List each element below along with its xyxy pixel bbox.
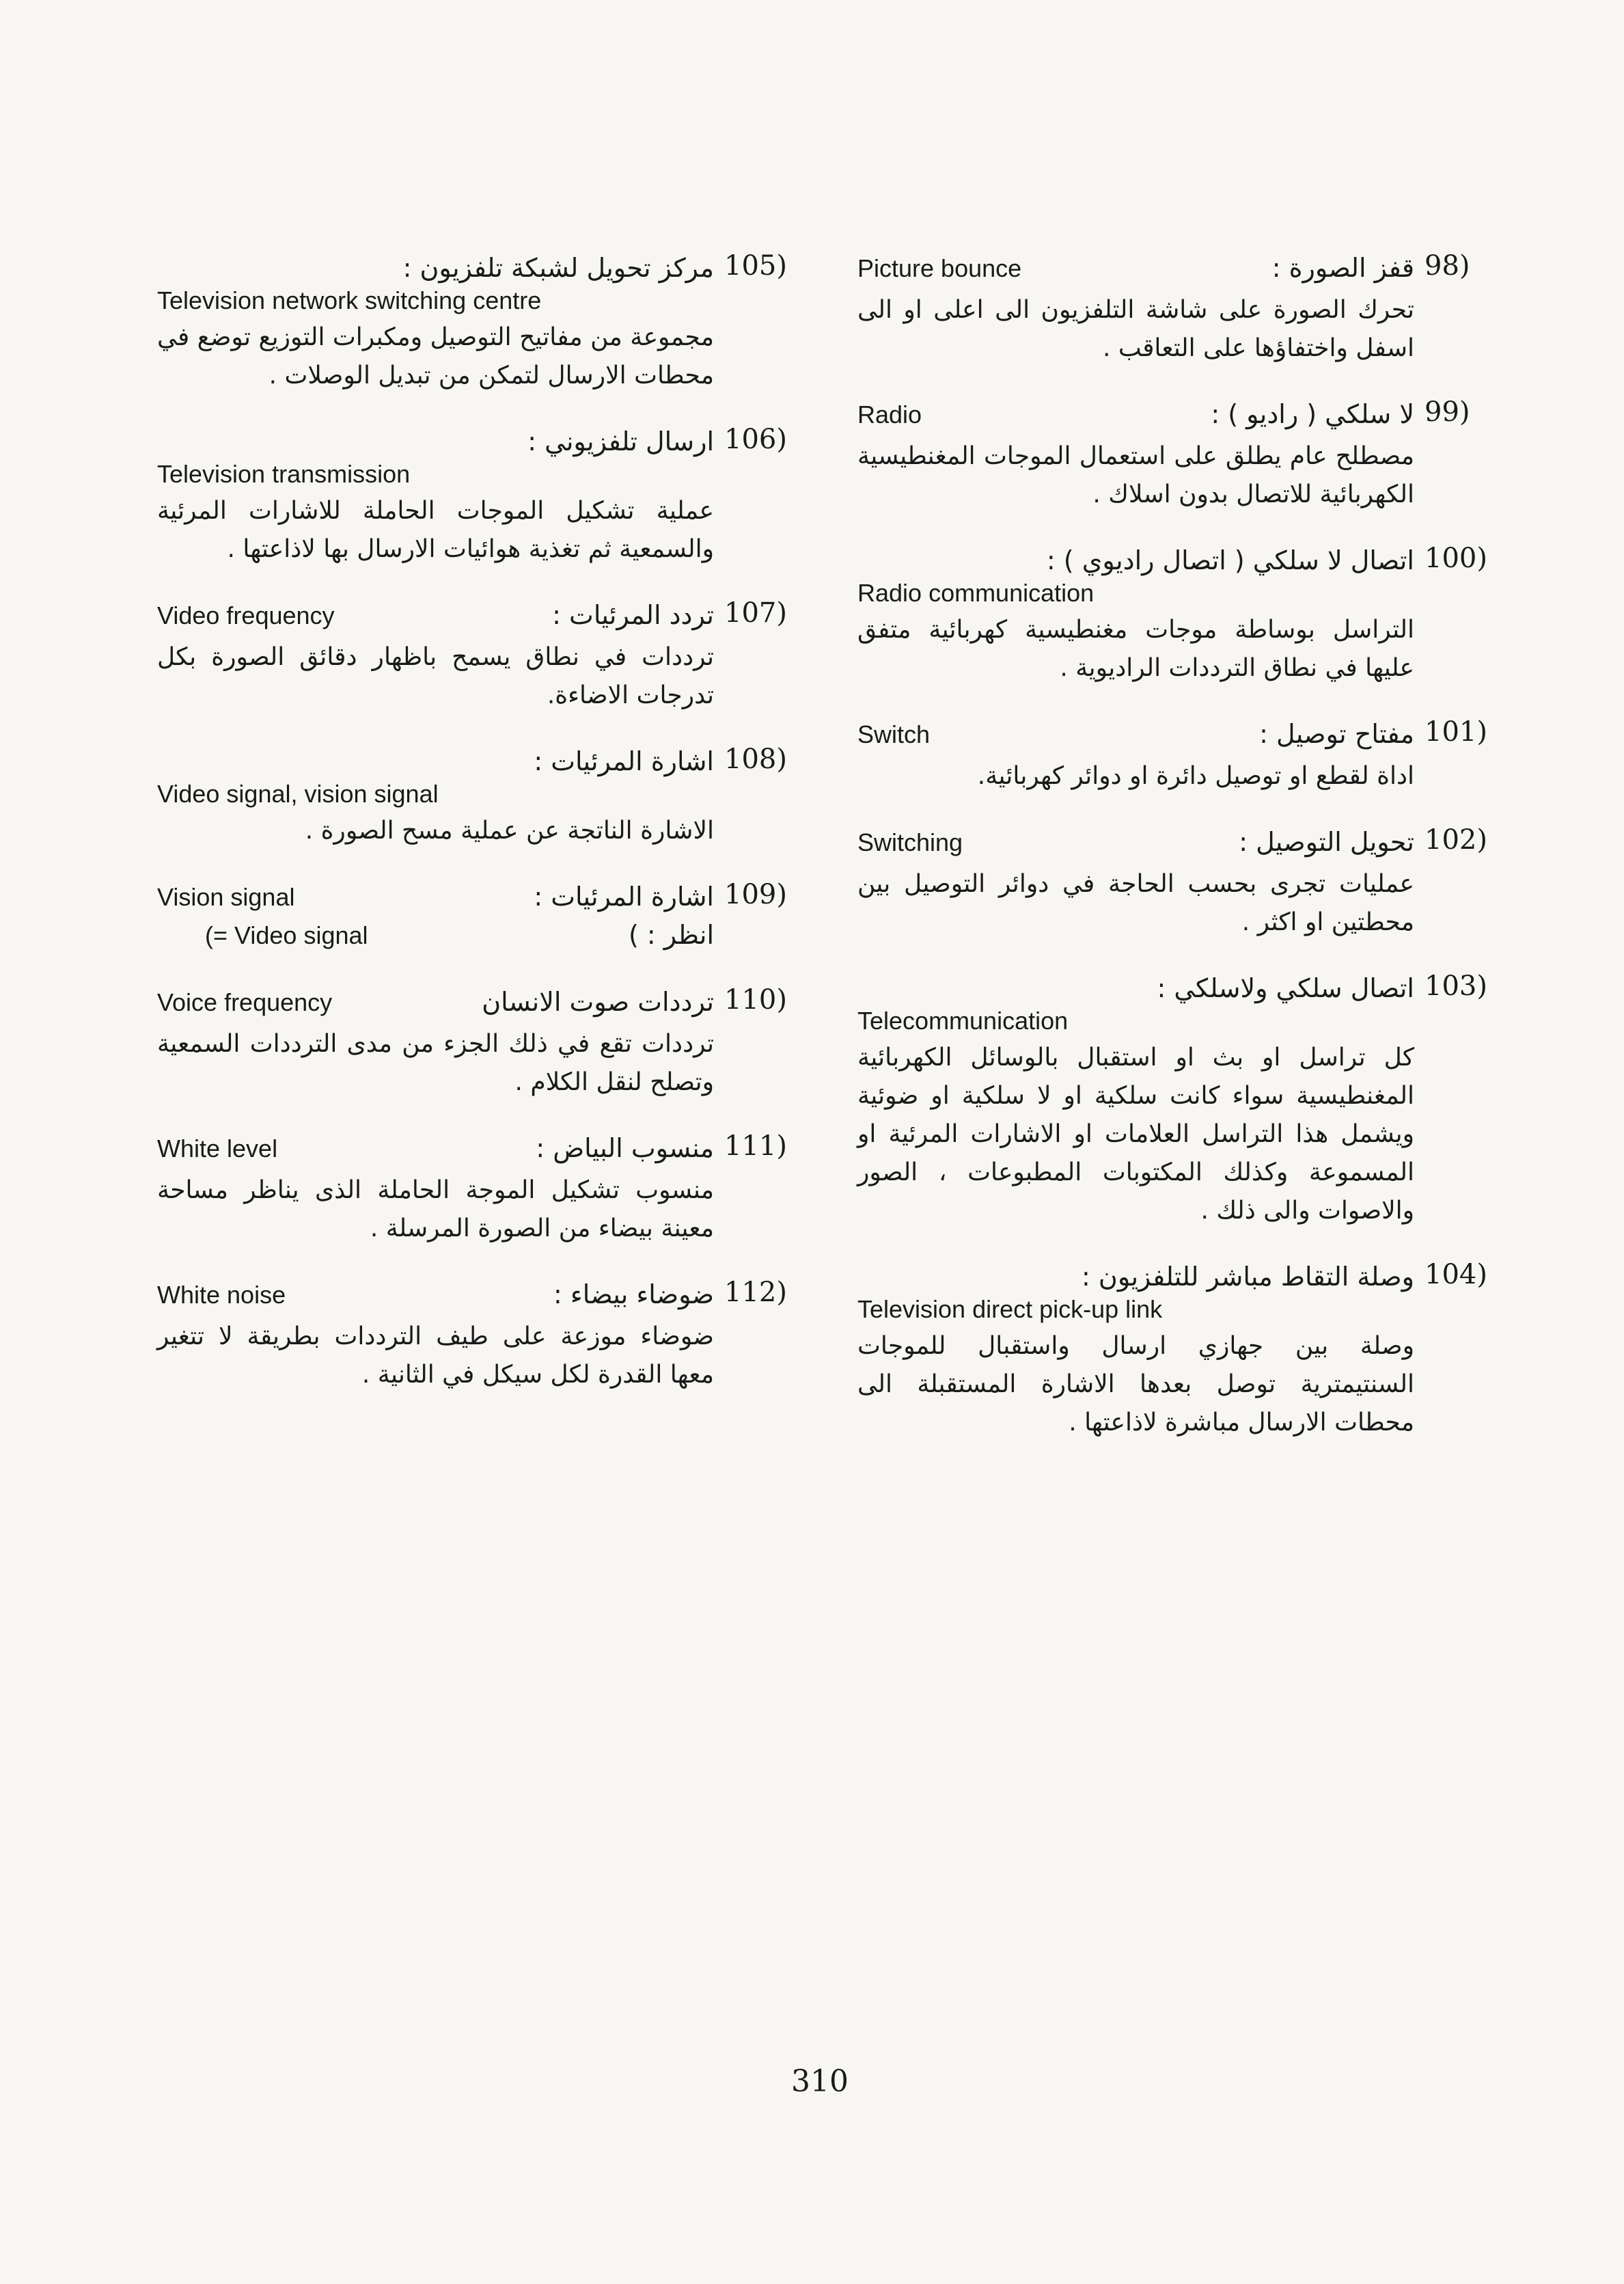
entry-102: [857, 824, 1500, 942]
definition: التراسل بوساطة موجات مغنطيسية كهربائية متفق عليها في نطاق الترددات الراديوية .: [857, 616, 1414, 682]
definition: اداة لقطع او توصيل دائرة او دوائر كهربائية.: [977, 762, 1414, 790]
page-number: 310: [791, 2064, 849, 2099]
entry-number: 112): [724, 1277, 787, 1308]
entry-heading: [157, 882, 714, 920]
definition: ترددات في نطاق يسمح باظهار دقائق الصورة بكل تدرجات الاضاءة.: [157, 643, 714, 709]
entry-number: 106): [724, 424, 787, 455]
english-term: Radio communication: [857, 579, 1095, 607]
english-term: Television transmission: [157, 460, 411, 488]
english-term: White level: [157, 1134, 278, 1163]
arabic-term: لا سلكي ( راديو ) :: [1211, 399, 1414, 429]
english-term: Vision signal: [157, 883, 295, 911]
english-term: Voice frequency: [157, 988, 333, 1016]
english-term: Radio: [857, 400, 922, 429]
entry-number: 100): [1425, 543, 1487, 574]
definition: ضوضاء موزعة على طيف الترددات بطريقة لا تتغير معها القدرة لكل سيكل في الثانية .: [157, 1322, 714, 1389]
entry-heading: [857, 827, 1414, 865]
entry-112: [157, 1279, 799, 1394]
entry-100: [857, 545, 1500, 688]
english-term: Video frequency: [157, 601, 335, 629]
entry-104: [857, 1259, 1500, 1442]
english-term: Video signal, vision signal: [157, 780, 439, 808]
english-term: Switching: [857, 828, 963, 856]
definition: كل تراسل او بث او استقبال بالوسائل الكهربائية المغنطيسية سواء كانت سلكية او لا سلكية او ضوئية ويشمل هذا التراسل العلامات او الاشارات المرئية او المسموعة وكذلك المكتوبات المطبوعات ، الصور والاصوات والى ذلك .: [857, 1044, 1414, 1225]
english-term: Television direct pick-up link: [857, 1295, 1163, 1323]
entry-110: [157, 984, 799, 1102]
left-column: [157, 250, 799, 1426]
definition: عملية تشكيل الموجات الحاملة للاشارات المرئية والسمعية ثم تغذية هوائيات الارسال بها لاذاعتها .: [157, 497, 714, 563]
cross-reference-arabic: انظر : ): [628, 920, 714, 950]
definition: ترددات تقع في ذلك الجزء من مدى الترددات السمعية وتصلح لنقل الكلام .: [157, 1030, 714, 1096]
entry-number: 99): [1425, 396, 1470, 428]
arabic-term: اشارة المرئيات :: [534, 746, 714, 776]
entry-106: [157, 426, 799, 569]
arabic-term: ضوضاء بيضاء :: [553, 1279, 714, 1309]
arabic-term: منسوب البياض :: [536, 1133, 714, 1163]
entry-number: 98): [1425, 250, 1470, 282]
definition: وصلة بين جهازي ارسال واستقبال للموجات السنتيمترية توصل بعدها الاشارة المستقبلة الى محطات الارسال مباشرة لاذاعتها .: [857, 1332, 1414, 1437]
definition: الاشارة الناتجة عن عملية مسح الصورة .: [305, 817, 714, 845]
entry-heading: [157, 600, 714, 638]
definition: مجموعة من مفاتيح التوصيل ومكبرات التوزيع توضع في محطات الارسال لتمكن من تبديل الوصلات .: [157, 323, 714, 390]
arabic-term: تردد المرئيات :: [552, 600, 714, 630]
entry-heading: [157, 987, 714, 1025]
english-term: White noise: [157, 1281, 286, 1309]
entry-108: [157, 746, 799, 850]
entry-107: [157, 597, 799, 715]
entry-heading: [157, 1279, 714, 1318]
entry-heading: [857, 253, 1414, 291]
entry-number: 108): [724, 744, 787, 775]
arabic-term: ترددات صوت الانسان: [482, 987, 714, 1017]
entry-number: 107): [724, 597, 787, 629]
cross-reference-english: (= Video signal: [205, 921, 368, 949]
arabic-term: ارسال تلفزيوني :: [527, 426, 714, 457]
arabic-term: مفتاح توصيل :: [1259, 719, 1414, 749]
entry-number: 101): [1425, 716, 1487, 748]
english-term: Television network switching centre: [157, 286, 542, 314]
entry-number: 110): [724, 984, 787, 1016]
arabic-term: اتصال لا سلكي ( اتصال راديوي ) :: [1046, 545, 1414, 575]
entry-101: [857, 716, 1500, 796]
entry-heading: [857, 719, 1414, 757]
entry-heading: [157, 1133, 714, 1171]
entry-number: 104): [1425, 1259, 1487, 1290]
entry-number: 109): [724, 879, 787, 910]
cross-reference: [157, 920, 714, 955]
arabic-term: وصلة التقاط مباشر للتلفزيون :: [1082, 1262, 1414, 1292]
entry-number: 103): [1425, 970, 1487, 1002]
english-term: Telecommunication: [857, 1007, 1069, 1035]
entry-99: [857, 396, 1500, 514]
definition: عمليات تجرى بحسب الحاجة في دوائر التوصيل بين محطتين او اكثر .: [857, 870, 1414, 936]
entry-number: 102): [1425, 824, 1487, 856]
english-term: Picture bounce: [857, 254, 1022, 282]
entry-heading: [857, 399, 1414, 437]
arabic-term: اشارة المرئيات :: [534, 882, 714, 912]
entry-number: 111): [724, 1130, 787, 1162]
arabic-term: تحويل التوصيل :: [1239, 827, 1414, 857]
right-column: [857, 250, 1500, 1473]
entry-98: [857, 250, 1500, 368]
entry-103: [857, 970, 1500, 1230]
entry-109: [157, 879, 799, 955]
definition: مصطلح عام يطلق على استعمال الموجات المغنطيسية الكهربائية للاتصال بدون اسلاك .: [857, 442, 1414, 508]
entry-111: [157, 1130, 799, 1248]
entry-105: [157, 250, 799, 395]
definition: منسوب تشكيل الموجة الحاملة الذى يناظر مساحة معينة بيضاء من الصورة المرسلة .: [157, 1176, 714, 1242]
definition: تحرك الصورة على شاشة التلفزيون الى اعلى او الى اسفل واختفاؤها على التعاقب .: [857, 296, 1414, 362]
arabic-term: قفز الصورة :: [1271, 253, 1414, 283]
arabic-term: مركز تحويل لشبكة تلفزيون :: [402, 253, 714, 283]
english-term: Switch: [857, 720, 931, 748]
arabic-term: اتصال سلكي ولاسلكي :: [1157, 973, 1414, 1003]
entry-number: 105): [724, 250, 787, 282]
